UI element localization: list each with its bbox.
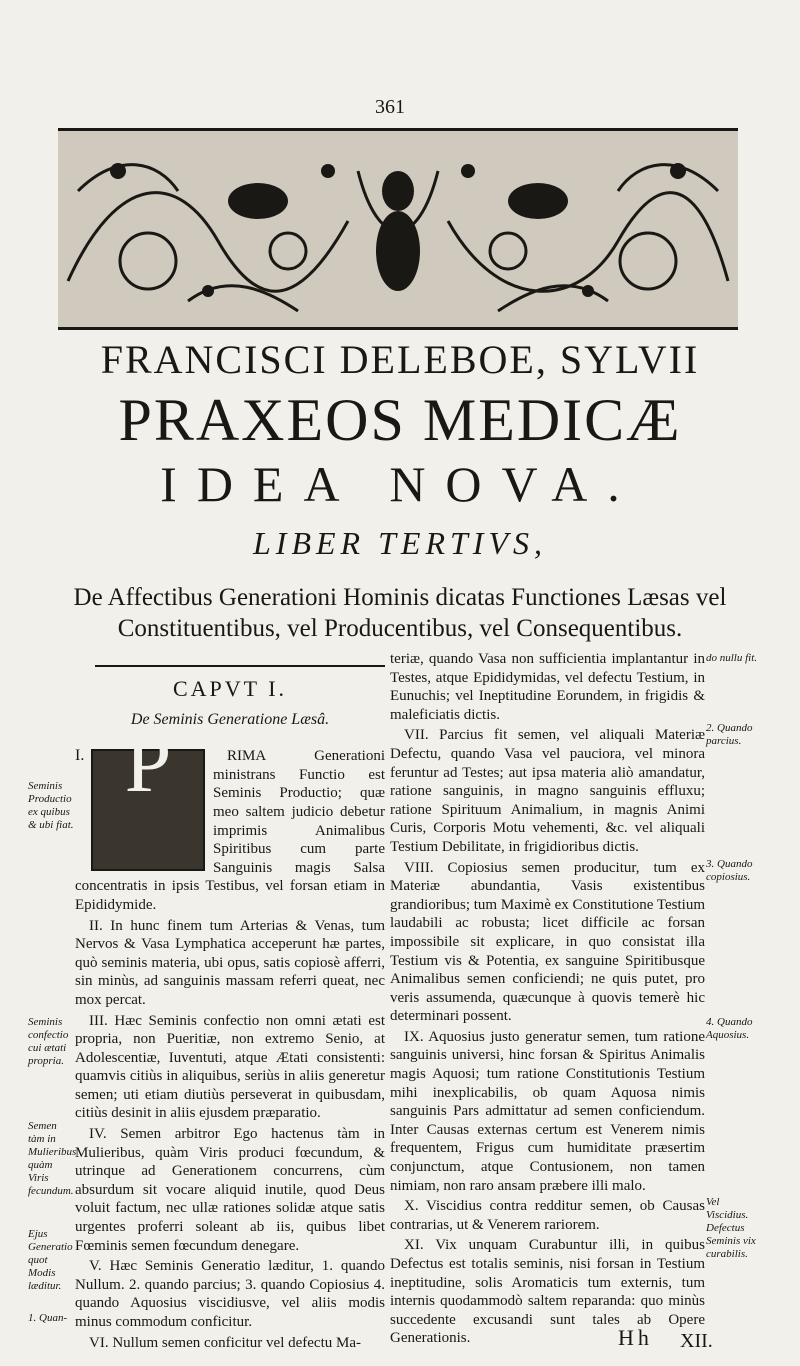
headpiece-ornament-icon <box>58 131 738 327</box>
paragraph-6: VI. Nullum semen conficitur vel defectu Ma- <box>89 1334 361 1351</box>
author-line: FRANCISCI DELEBOE, SYLVII <box>100 337 700 382</box>
chapter-heading: CAPVT I. <box>172 676 288 701</box>
paragraph-7: VII. Parcius fit semen, vel aliquali Materiæ Defectu, quando Vasa vel pauciora, vel minora feruntur ad Testes; aut ipsa materia aliò amandatur, ratione sanguinis, in magno sanguinis effluxu; ratione Spirituum Animalium, in magnis Animi Curis, Corporis Motu vehementi, &c. vel aliquali Testium Debilitate, in frigidioribus dictis. <box>390 727 705 855</box>
margin-note: Seminis Productio ex quibus & ubi fiat. <box>28 780 74 831</box>
margin-note: Seminis confectio cui ætati propria. <box>28 1016 69 1067</box>
margin-note: 2. Quando parcius. <box>706 722 753 747</box>
signature-mark: Hh <box>618 1325 653 1350</box>
decorated-initial-icon <box>91 717 205 871</box>
book-description: De Affectibus Generationi Hominis dicatas Functiones Læsas vel Constituentibus, vel Producentibus, vel Consequentibus. <box>73 584 727 642</box>
page-number: 361 <box>375 96 405 118</box>
main-title: PRAXEOS MEDICÆ <box>118 387 682 453</box>
paragraph-8: VIII. Copiosius semen producitur, tum ex Materiæ abundantia, Vasis existentibus grandioribus; tum Maximè ex Constitutione Testium laudabili ac robusta; licet difficile ac forsan impossibile sit explicare, in quo consistat illa Testium vis & Potentia, ex sanguine Spiritibusque Animalibus semen conficiendi; ne quis putet, pro veris assumenda, quæcunque à quovis temerè hic determinari possent. <box>390 859 705 1025</box>
chapter-subtitle: De Seminis Generatione Læsâ. <box>130 710 330 728</box>
paragraph-2: II. In hunc finem tum Arterias & Venas, tum Nervos & Vasa Lymphatica acceperunt hæ partes, quò seminis materia, ubi opus, satis copiosè afferri, sin minùs, ad sanguinis massam referri queat, nec mox percat. <box>75 917 385 1008</box>
margin-note: Ejus Generatio quot Modis læditur. <box>28 1228 73 1292</box>
paragraph-text: RIMA Generationi ministrans Functio est Seminis Productio; quæ meo saltem judicio debetur imprimis Animalibus Spiritibus cum parte Sanguinis magis Salsa concentratis in ipsis Testibus, vel forsan etiam in Epididymide. <box>75 748 385 913</box>
paragraph-3: III. Hæc Seminis confectio non omni ætati est propria, non Pueritiæ, non extremo Senio, at Adolescentiæ, Iuventuti, atque Ætati consistenti: quamvis citiùs in aliquibus, seriùs in aliis generetur semen; uti etiam diutiùs perseverat in quibusdam, citiùs desinit in aliis ejusdem præparatio. <box>75 1012 385 1122</box>
ornamental-headpiece <box>58 128 738 330</box>
margin-note: 4. Quando Aquosius. <box>706 1016 753 1041</box>
paragraph-6-continued: teriæ, quando Vasa non sufficientia implantantur in Testes, atque Epididymidas, vel defectu Testium, in Eunuchis; vel Ineptitudine Eorundem, in frigidis & maleficiatis dictis. <box>390 651 705 723</box>
paragraph-11: XI. Vix unquam Curabuntur illi, in quibus Defectus est totalis seminis, nisi forsan in Testium ineptitudine, solis Aromaticis tum externis, tum internis quodammodò saltem reparanda: quo minùs succedente excusandi sunt tales ab Opere Generationis. <box>390 1237 705 1347</box>
catchword: XII. <box>680 1330 713 1352</box>
margin-note: Vel Viscidius. Defectus Seminis vix curabilis. <box>706 1196 756 1260</box>
margin-note: do nullu fit. <box>706 652 758 664</box>
paragraph-4: IV. Semen arbitror Ego hactenus tàm in Mulieribus, quàm Viris produci fœcundum, & utrinque ad Generationem concurrens, cùm absurdum sit vocare aliquid inutile, quod Deus voluit factum, nec ullæ rationes solidæ atque satis urgentes proferri soleant ab iis, quibus libet Fœminis semen fœcundum denegare. <box>75 1126 385 1254</box>
margin-note: 1. Quan- <box>28 1312 68 1324</box>
paragraph-10: X. Viscidius contra redditur semen, ob Causas contrarias, ut & Venerem rariorem. <box>390 1198 705 1233</box>
title-block <box>40 330 760 644</box>
section-rule <box>95 665 385 667</box>
paragraph-5: V. Hæc Seminis Generatio læditur, 1. quando Nullum. 2. quando parcius; 3. quando Copiosius 4. quando Aquosius viscidiusve, vel aliis modis minus commodum conficitur. <box>75 1258 385 1330</box>
subtitle: IDEA NOVA. <box>160 456 640 512</box>
paragraph-9: IX. Aquosius justo generatur semen, tum ratione sanguinis universi, hinc forsan & Spiritus Animalis magis Aquosi; tum ratione Constitutionis Testium mihi inexplicabilis, ob quam Aquosa nimis sanguinis Pars admittatur ad semen conficiendum. Inter Causas externas certum est Venerem nimis frequentem, Frigus cum humiditate præsertim conjunctum, atque Contusionem, non tamen nimiam, non raro ansam præbere illi malo. <box>390 1028 705 1194</box>
paragraph-number: I. <box>75 747 85 765</box>
right-column <box>390 650 705 1350</box>
initial-letter: P <box>124 717 172 811</box>
left-column <box>75 672 385 1354</box>
margin-note: 3. Quando copiosius. <box>706 858 753 883</box>
book-heading: LIBER TERTIVS, <box>253 525 547 561</box>
margin-note: Semen tàm in Mulieribus quàm Viris fecundum. <box>28 1120 77 1197</box>
